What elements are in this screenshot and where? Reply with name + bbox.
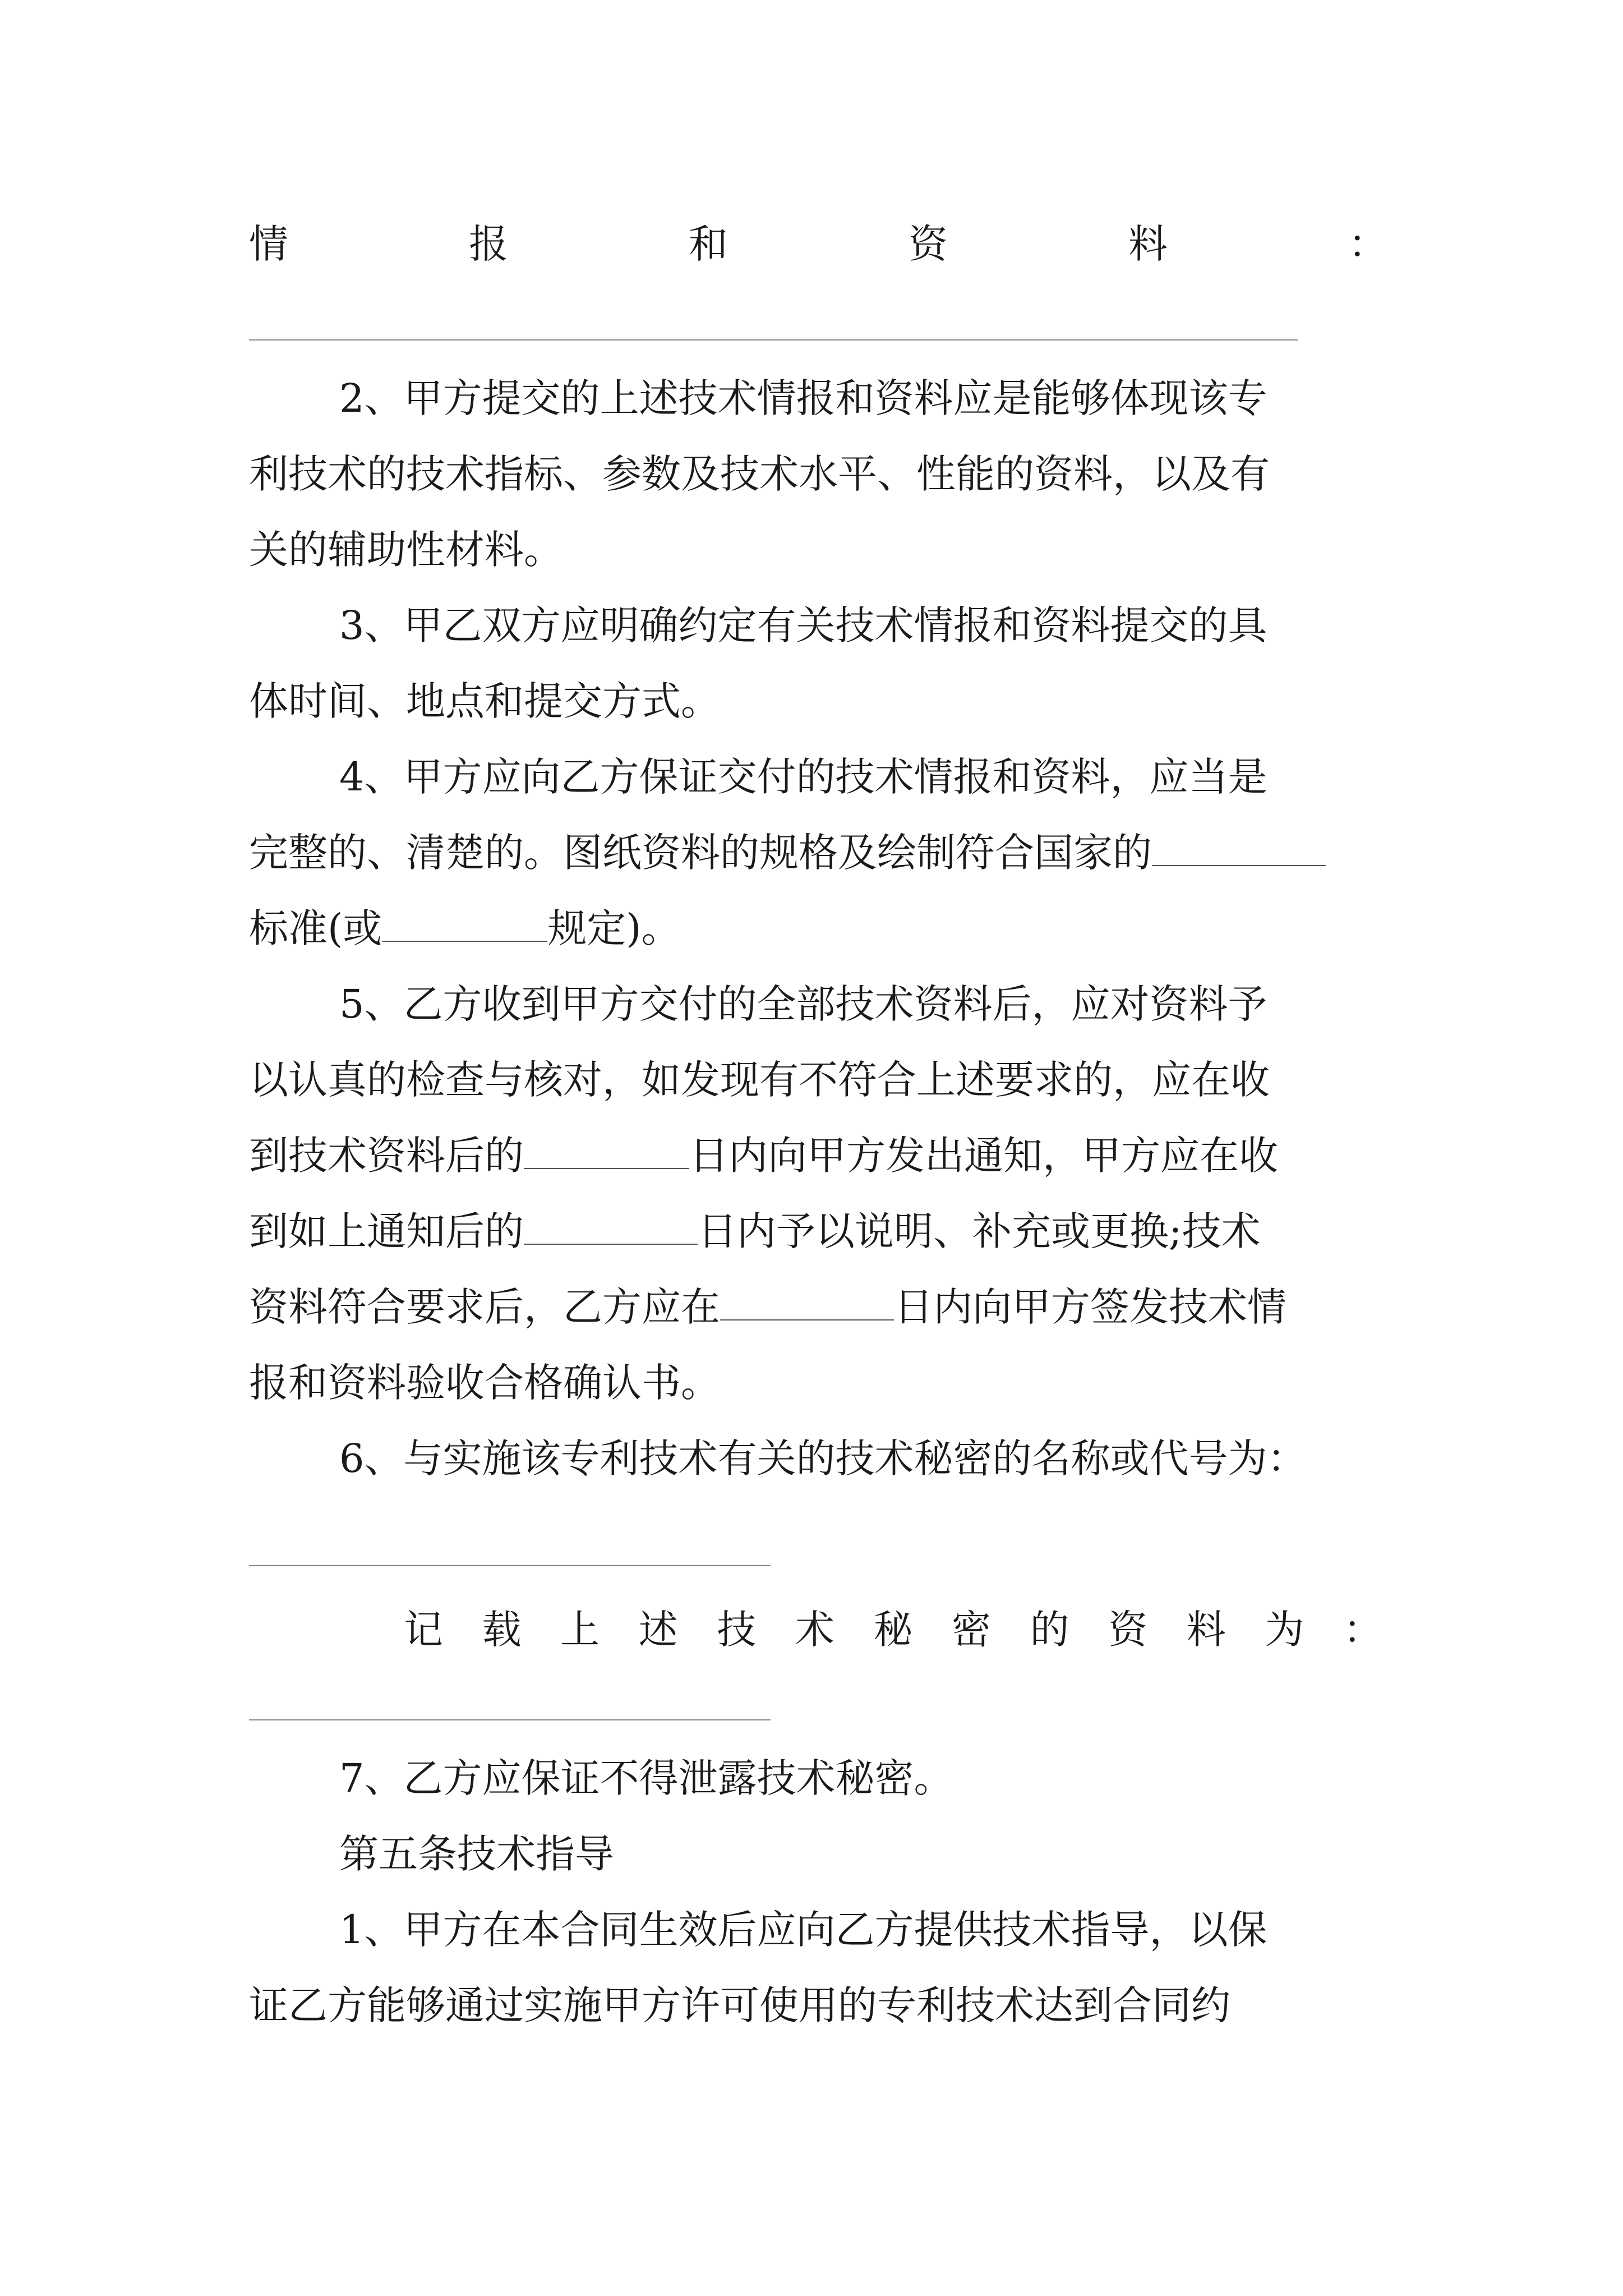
notice-days-blank [524,1134,689,1169]
para-5-line-3-text-b: 日内向甲方发出通知，甲方应在收 [689,1133,1278,1179]
info-char-3: 资 [909,221,948,267]
para-4-line-2 [249,827,1387,878]
para-5-line-5-text-a: 资料符合要求后，乙方应在 [249,1284,720,1330]
record-char-8: 的 [1030,1607,1069,1653]
section-5-para-1-line-2: 证乙方能够通过实施甲方许可使用的专利技术达到合同约 [249,1982,1230,2028]
para-7: 7、乙方应保证不得泄露技术秘密。 [339,1755,953,1801]
reply-days-blank [524,1210,698,1245]
record-char-0: 记 [404,1607,443,1653]
para-4-line-3 [249,903,1387,954]
section-5-para-1-line-1: 1、甲方在本合同生效后应向乙方提供技术指导，以保 [339,1907,1267,1953]
record-char-12: ： [1343,1607,1382,1653]
info-char-2: 和 [689,221,728,267]
para-5-line-4 [249,1206,1387,1257]
para-5-line-1: 5、乙方收到甲方交付的全部技术资料后，应对资料予 [339,981,1267,1027]
confirm-days-blank [720,1286,894,1320]
record-char-9: 资 [1108,1607,1148,1653]
record-char-6: 秘 [873,1607,913,1653]
para-3-line-1: 3、甲乙双方应明确约定有关技术情报和资料提交的具 [339,602,1267,648]
regulation-blank [382,907,547,942]
info-materials-line [249,219,1387,269]
info-char-4: 料 [1128,221,1168,267]
record-char-1: 载 [482,1607,522,1653]
fill-in-rule-1 [249,339,1298,341]
para-4-line-3-text-b: 规定)。 [547,905,681,951]
section-5-heading: 第五条技术指导 [339,1831,614,1877]
para-5-line-2: 以认真的检查与核对，如发现有不符合上述要求的，应在收 [249,1057,1270,1103]
para-5-line-5-text-b: 日内向甲方签发技术情 [894,1284,1287,1330]
fill-in-rule-2 [249,1565,771,1566]
para-2-line-3: 关的辅助性材料。 [249,527,563,573]
para-4-line-3-text-a: 标准(或 [249,905,382,951]
record-char-5: 术 [795,1607,834,1653]
para-4-line-2-text: 完整的、清楚的。图纸资料的规格及绘制符合国家的 [249,830,1152,876]
record-char-3: 述 [638,1607,678,1653]
para-3-line-2: 体时间、地点和提交方式。 [249,678,720,724]
standard-blank [1152,831,1326,866]
para-2-line-2: 利技术的技术指标、参数及技术水平、性能的资料，以及有 [249,451,1270,497]
record-char-10: 料 [1186,1607,1226,1653]
record-char-4: 技 [717,1607,757,1653]
info-char-5: ： [1348,221,1387,267]
para-5-line-5 [249,1282,1387,1332]
para-5-line-3-text-a: 到技术资料后的 [249,1133,524,1179]
secret-materials-line [404,1604,1382,1655]
para-6-line-1: 6、与实施该专利技术有关的技术秘密的名称或代号为： [339,1435,1307,1481]
para-5-line-6: 报和资料验收合格确认书。 [249,1360,720,1406]
para-5-line-4-text-b: 日内予以说明、补充或更换;技术 [698,1208,1261,1254]
para-5-line-3 [249,1130,1387,1181]
record-char-7: 密 [952,1607,992,1653]
para-5-line-4-text-a: 到如上通知后的 [249,1208,524,1254]
record-char-2: 上 [560,1607,600,1653]
para-4-line-1: 4、甲方应向乙方保证交付的技术情报和资料，应当是 [339,754,1267,800]
info-char-0: 情 [249,221,288,267]
info-char-1: 报 [469,221,508,267]
record-char-11: 为 [1265,1607,1304,1653]
para-2-line-1: 2、甲方提交的上述技术情报和资料应是能够体现该专 [339,375,1267,421]
fill-in-rule-3 [249,1719,771,1720]
